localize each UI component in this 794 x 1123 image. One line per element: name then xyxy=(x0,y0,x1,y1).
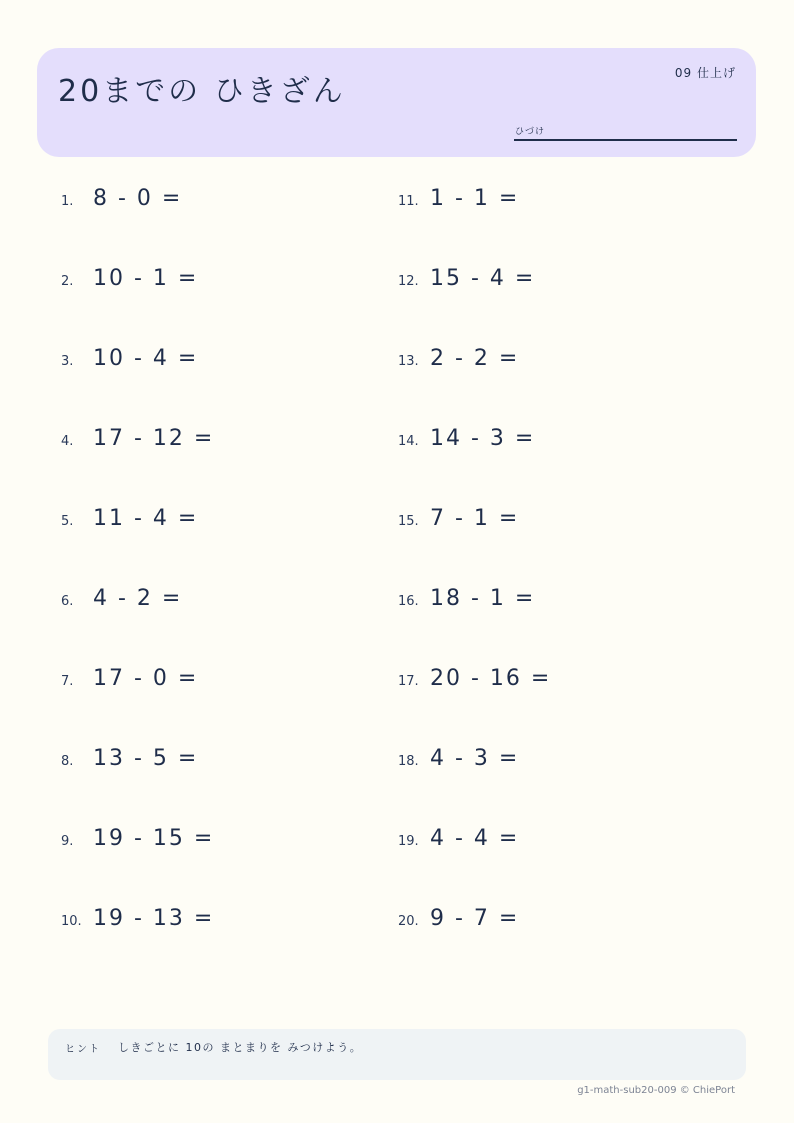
problem-expression: 9 - 7 = xyxy=(430,906,520,931)
problem-expression: 13 - 5 = xyxy=(93,746,199,771)
problem-expression: 20 - 16 = xyxy=(430,666,552,691)
problem-expression: 17 - 12 = xyxy=(93,426,215,451)
problem-number: 19. xyxy=(398,834,419,849)
date-label: ひづけ xyxy=(515,127,546,137)
footer-credit: g1-math-sub20-009 © ChiePort xyxy=(577,1085,735,1096)
problem-expression: 11 - 4 = xyxy=(93,506,199,531)
problem-expression: 19 - 15 = xyxy=(93,826,215,851)
problem-expression: 2 - 2 = xyxy=(430,346,520,371)
problem-expression: 1 - 1 = xyxy=(430,186,520,211)
problem-number: 6. xyxy=(61,594,74,609)
problem-number: 13. xyxy=(398,354,419,369)
problem-number: 4. xyxy=(61,434,74,449)
problem-expression: 4 - 4 = xyxy=(430,826,520,851)
problem-expression: 18 - 1 = xyxy=(430,586,536,611)
date-field[interactable] xyxy=(514,122,737,141)
problem-number: 14. xyxy=(398,434,419,449)
problem-expression: 14 - 3 = xyxy=(430,426,536,451)
problem-number: 2. xyxy=(61,274,74,289)
problem-number: 10. xyxy=(61,914,82,929)
problem-number: 1. xyxy=(61,194,74,209)
problem-expression: 10 - 4 = xyxy=(93,346,199,371)
problem-number: 12. xyxy=(398,274,419,289)
problem-number: 3. xyxy=(61,354,74,369)
hint-label: ヒント xyxy=(65,1044,101,1055)
problem-expression: 17 - 0 = xyxy=(93,666,199,691)
problem-expression: 4 - 3 = xyxy=(430,746,520,771)
problem-expression: 15 - 4 = xyxy=(430,266,536,291)
problem-number: 17. xyxy=(398,674,419,689)
problem-number: 16. xyxy=(398,594,419,609)
problem-number: 5. xyxy=(61,514,74,529)
problem-number: 18. xyxy=(398,754,419,769)
problem-expression: 8 - 0 = xyxy=(93,186,183,211)
page-title: 20までの ひきざん xyxy=(58,74,346,109)
problem-number: 8. xyxy=(61,754,74,769)
problem-expression: 19 - 13 = xyxy=(93,906,215,931)
problem-number: 9. xyxy=(61,834,74,849)
problem-number: 7. xyxy=(61,674,74,689)
set-label: 09 仕上げ xyxy=(674,66,736,80)
worksheet-header xyxy=(37,48,756,157)
problem-number: 15. xyxy=(398,514,419,529)
problem-expression: 7 - 1 = xyxy=(430,506,520,531)
problem-expression: 4 - 2 = xyxy=(93,586,183,611)
hint-text: しきごとに 10の まとまりを みつけよう。 xyxy=(118,1041,363,1054)
problem-expression: 10 - 1 = xyxy=(93,266,199,291)
problem-number: 20. xyxy=(398,914,419,929)
hint-box xyxy=(48,1029,746,1080)
problem-number: 11. xyxy=(398,194,419,209)
